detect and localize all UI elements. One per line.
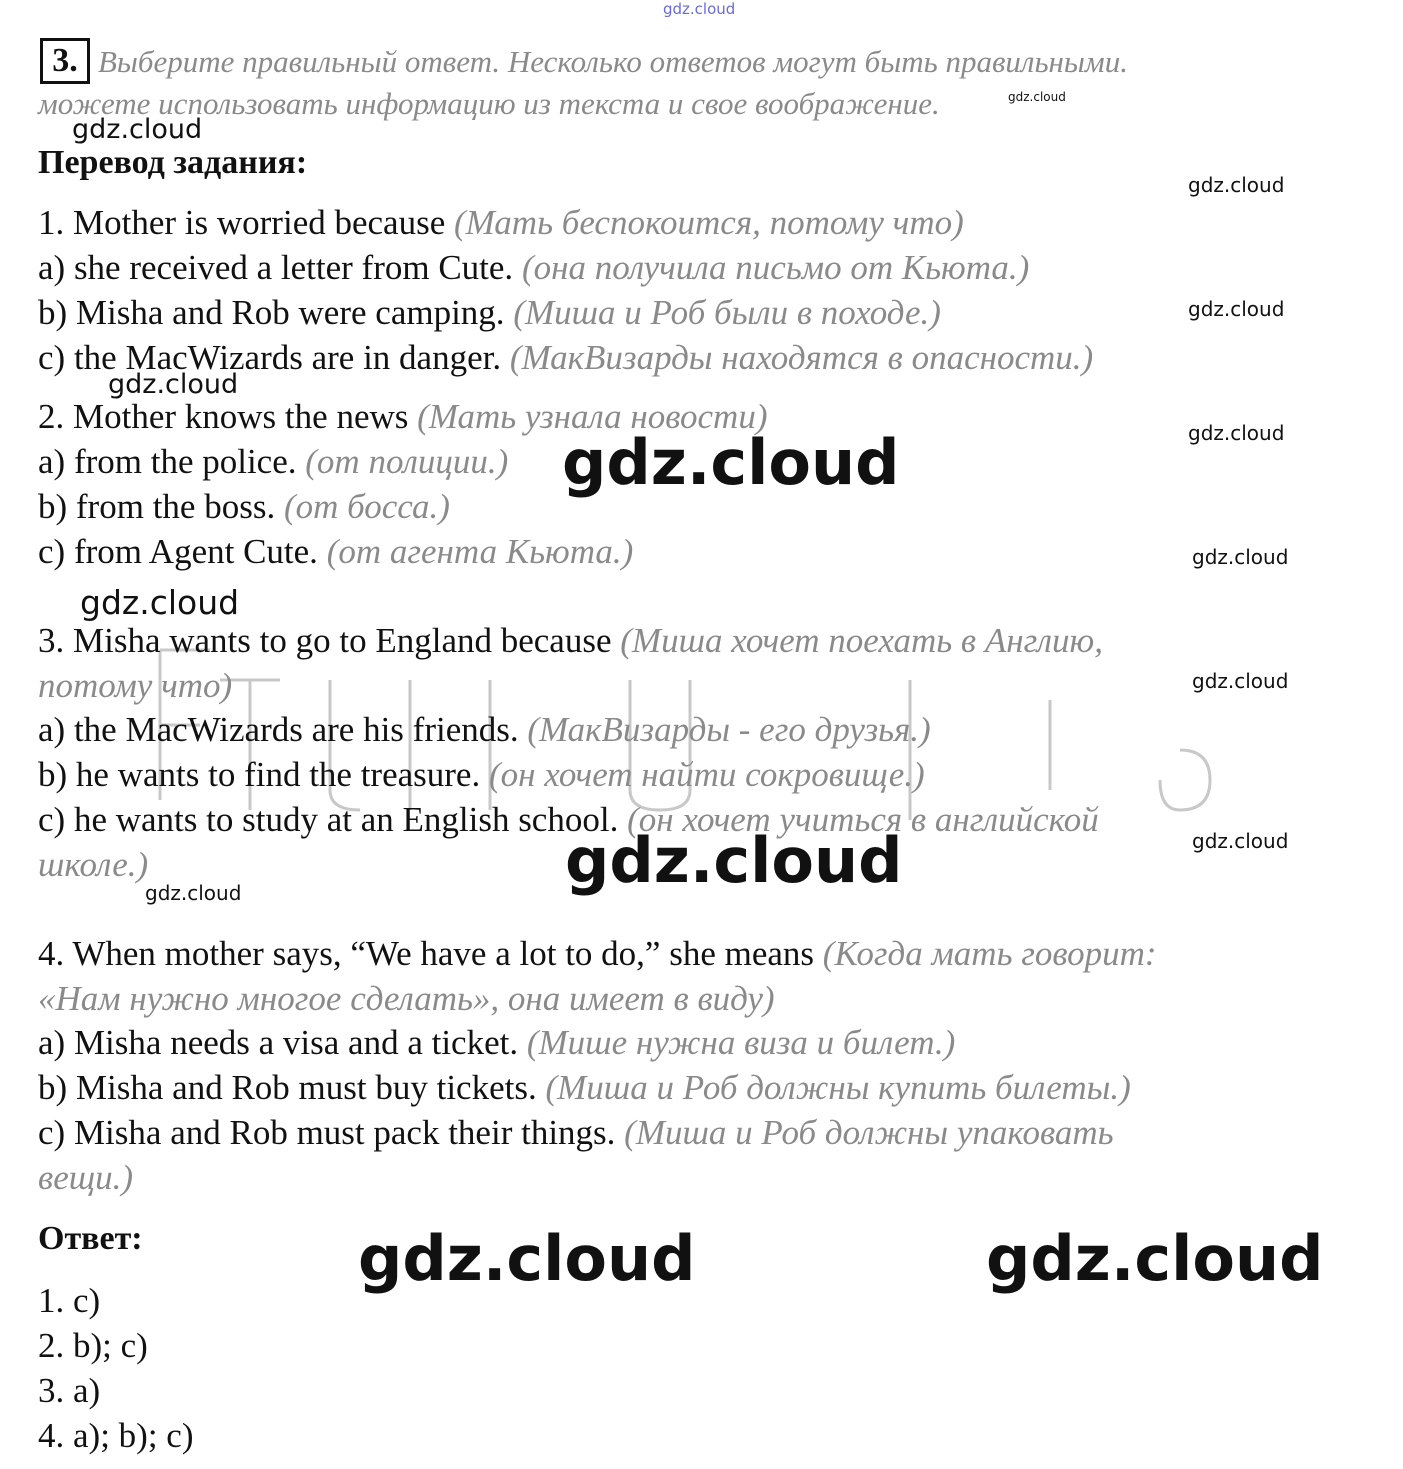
option-translation: (он хочет учиться в английской — [627, 800, 1099, 839]
option-text: a) the MacWizards are his friends. — [38, 710, 519, 749]
answer-option — [38, 757, 925, 792]
option-translation: (Миша и Роб должны упаковать — [624, 1113, 1114, 1152]
question-translation: (Миша хочет поехать в Англию, — [620, 621, 1103, 660]
option-translation: (МакВизарды находятся в опасности.) — [509, 338, 1094, 377]
translation-heading: Перевод задания: — [38, 144, 308, 181]
question-stem — [38, 399, 767, 434]
option-translation: (Мише нужна виза и билет.) — [526, 1023, 956, 1062]
question-text: 4. When mother says, “We have a lot to do,” she means — [38, 934, 815, 973]
task-instruction-cont: можете использовать информацию из текста и свое воображение. — [38, 86, 940, 121]
watermark: gdz.cloud — [72, 114, 203, 145]
answer-option — [38, 250, 1029, 285]
option-translation: (от босса.) — [283, 487, 450, 526]
question-text: 1. Mother is worried because — [38, 203, 446, 242]
answer-line: 4. a); b); c) — [38, 1416, 194, 1455]
option-text: b) Misha and Rob were camping. — [38, 293, 505, 332]
watermark: gdz.cloud — [80, 583, 240, 622]
option-translation: (от полиции.) — [305, 442, 509, 481]
answer-option — [38, 1115, 1114, 1150]
watermark: gdz.cloud — [358, 1222, 696, 1295]
option-translation-cont: вещи.) — [38, 1158, 134, 1197]
watermark: gdz.cloud — [145, 881, 242, 905]
answer-heading: Ответ: — [38, 1220, 143, 1257]
option-text: c) Misha and Rob must pack their things. — [38, 1113, 616, 1152]
watermark: gdz.cloud — [1192, 829, 1289, 853]
option-text: a) Misha needs a visa and a ticket. — [38, 1023, 519, 1062]
option-text: b) from the boss. — [38, 487, 276, 526]
option-translation: (от агента Кьюта.) — [326, 532, 634, 571]
option-text: b) he wants to find the treasure. — [38, 755, 481, 794]
answer-option — [38, 1025, 955, 1060]
option-translation: (он хочет найти сокровище.) — [488, 755, 925, 794]
watermark: gdz.cloud — [1008, 90, 1066, 104]
task-number: 3. — [40, 38, 90, 84]
watermark: gdz.cloud — [1188, 421, 1285, 445]
answer-option — [38, 534, 633, 569]
question-translation-cont: «Нам нужно многое сделать», она имеет в виду) — [38, 979, 775, 1018]
answer-option — [38, 802, 1099, 837]
option-text: a) she received a letter from Cute. — [38, 248, 514, 287]
option-text: a) from the police. — [38, 442, 297, 481]
watermark: gdz.cloud — [986, 1222, 1324, 1295]
answer-option — [38, 1070, 1131, 1105]
question-translation: (Мать беспокоится, потому что) — [453, 203, 964, 242]
option-text: c) from Agent Cute. — [38, 532, 318, 571]
answer-option — [38, 295, 941, 330]
answer-option — [38, 444, 508, 479]
answer-line: 3. a) — [38, 1371, 101, 1410]
question-stem — [38, 623, 1103, 658]
answer-line: 2. b); c) — [38, 1326, 148, 1365]
option-text: c) the MacWizards are in danger. — [38, 338, 502, 377]
watermark: gdz.cloud — [1188, 173, 1285, 197]
option-translation: (МакВизарды - его друзья.) — [527, 710, 931, 749]
answer-option — [38, 712, 931, 747]
watermark: gdz.cloud — [108, 369, 239, 400]
option-translation: (Миша и Роб должны купить билеты.) — [545, 1068, 1131, 1107]
question-translation: (Когда мать говорит: — [822, 934, 1157, 973]
option-translation: (она получила письмо от Кьюта.) — [521, 248, 1030, 287]
option-text: c) he wants to study at an English school. — [38, 800, 619, 839]
question-text: 3. Misha wants to go to England because — [38, 621, 612, 660]
watermark: gdz.cloud — [1192, 669, 1289, 693]
task-instruction: Выберите правильный ответ. Несколько ответов могут быть правильными. — [98, 44, 1128, 79]
question-translation-cont: потому что) — [38, 666, 233, 705]
watermark: gdz.cloud — [565, 824, 903, 897]
answer-option — [38, 489, 450, 524]
option-translation-cont: школе.) — [38, 845, 149, 884]
option-translation: (Миша и Роб были в походе.) — [513, 293, 941, 332]
answer-line: 1. c) — [38, 1281, 101, 1320]
option-text: b) Misha and Rob must buy tickets. — [38, 1068, 537, 1107]
question-stem — [38, 205, 964, 240]
answer-option — [38, 340, 1093, 375]
watermark: gdz.cloud — [663, 0, 736, 18]
question-text: 2. Mother knows the news — [38, 397, 409, 436]
watermark: gdz.cloud — [562, 426, 900, 499]
watermark: gdz.cloud — [1188, 297, 1285, 321]
question-stem — [38, 936, 1157, 971]
question-translation: (Мать узнала новости) — [417, 397, 768, 436]
watermark: gdz.cloud — [1192, 545, 1289, 569]
